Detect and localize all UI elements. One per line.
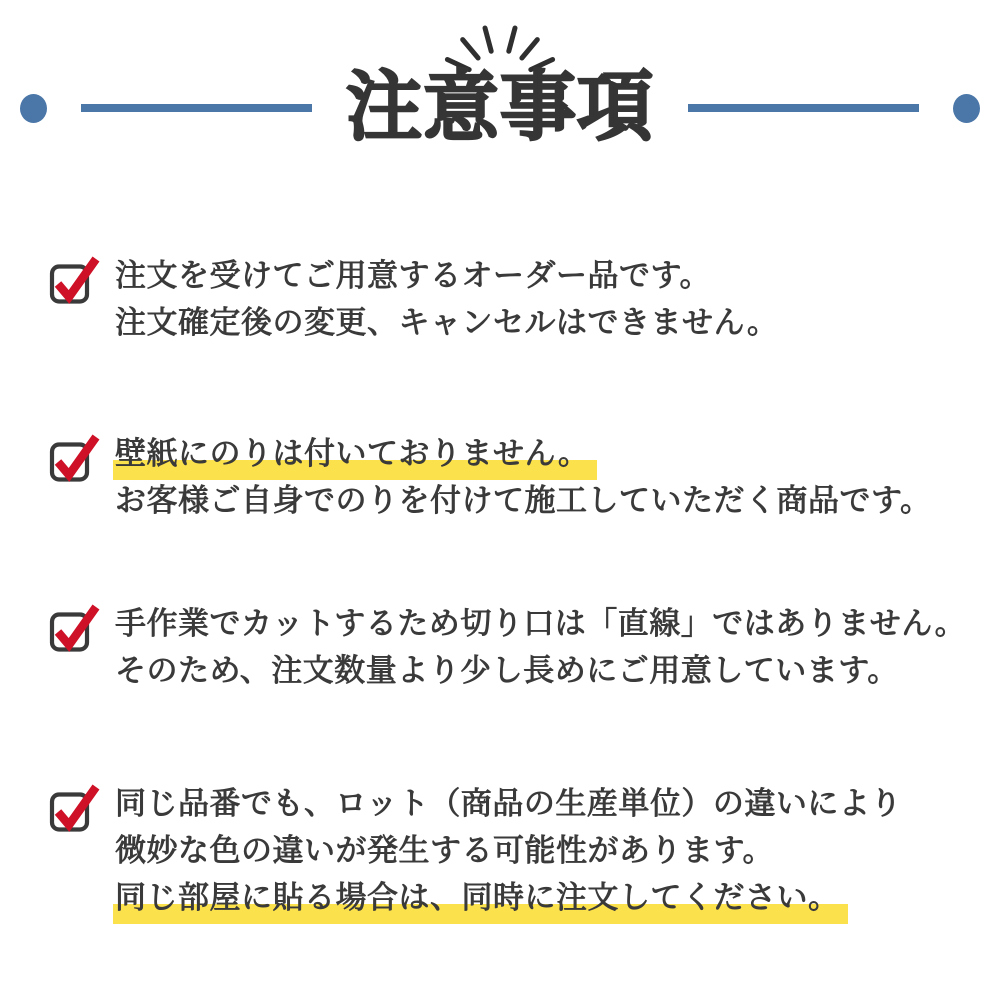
checklist-item-text bbox=[115, 600, 966, 694]
checklist-item bbox=[48, 252, 980, 346]
notice-line: お客様ご自身でのりを付けて施工していただく商品です。 bbox=[115, 483, 932, 518]
notice-line: 注文確定後の変更、キャンセルはできません。 bbox=[115, 305, 779, 340]
checklist-item bbox=[48, 600, 980, 694]
checkbox-checked-icon bbox=[48, 254, 102, 306]
title-rule-left bbox=[81, 104, 312, 112]
notice-line: 微妙な色の違いが発生する可能性があります。 bbox=[115, 833, 775, 868]
highlighted-text: 同じ部屋に貼る場合は、同時に注文してください。 bbox=[113, 880, 848, 924]
checkbox-checked-icon bbox=[48, 782, 102, 834]
checkbox-checked-icon bbox=[48, 432, 102, 484]
notice-line bbox=[115, 430, 932, 477]
line-end-dot-left bbox=[20, 94, 47, 123]
highlighted-text: 壁紙にのりは付いておりません。 bbox=[113, 436, 597, 480]
title-rule-right bbox=[688, 104, 919, 112]
page-title: 注意事項 bbox=[346, 65, 654, 150]
notice-line: 同じ品番でも、ロット（商品の生産単位）の違いにより bbox=[115, 786, 902, 821]
notice-line: そのため、注文数量より少し長めにご用意しています。 bbox=[115, 653, 899, 688]
checklist-item bbox=[48, 780, 980, 921]
notice-line bbox=[115, 874, 902, 921]
checklist-item-text bbox=[115, 430, 932, 524]
notice-line: 注文を受けてご用意するオーダー品です。 bbox=[115, 258, 712, 293]
line-end-dot-right bbox=[953, 94, 980, 123]
title-row bbox=[20, 58, 980, 158]
notice-line: 手作業でカットするため切り口は「直線」ではありません。 bbox=[115, 606, 967, 641]
checklist-item-text bbox=[115, 780, 902, 921]
checklist-item-text bbox=[115, 252, 778, 346]
checkbox-checked-icon bbox=[48, 602, 102, 654]
checklist-item bbox=[48, 430, 980, 524]
